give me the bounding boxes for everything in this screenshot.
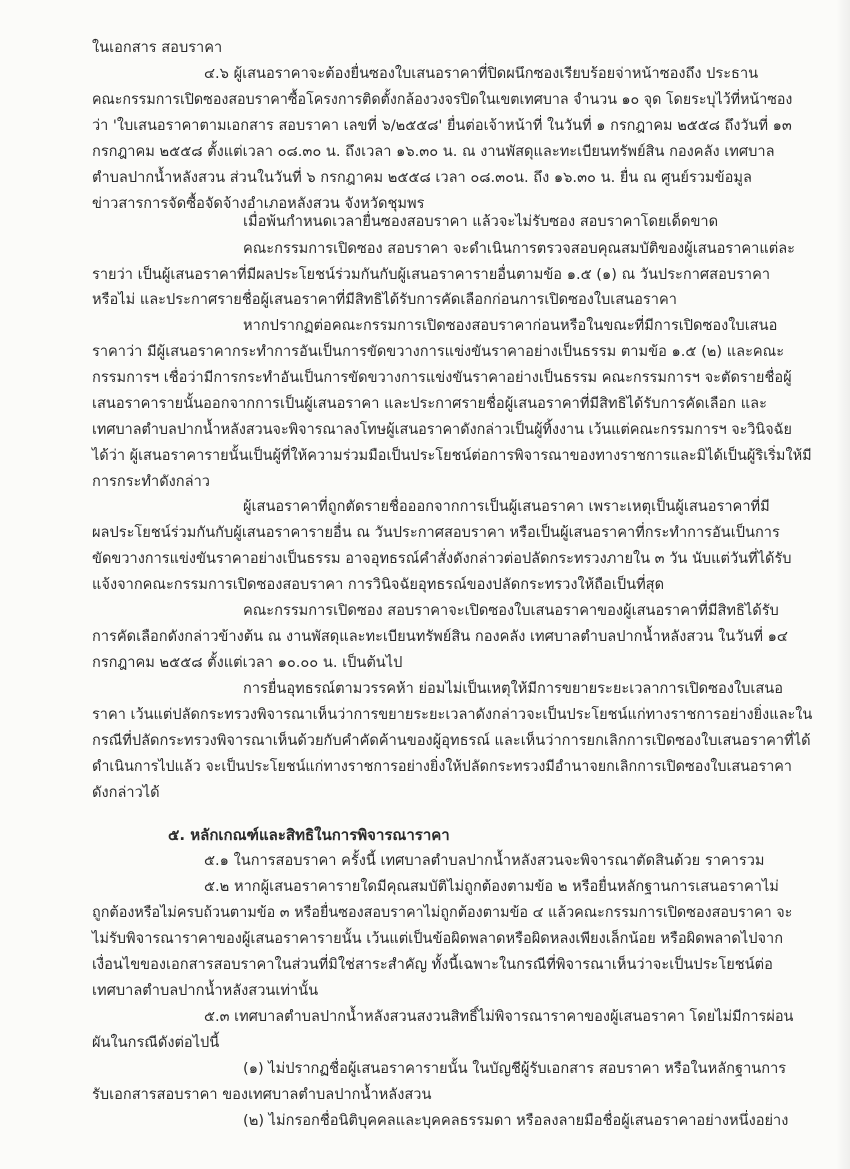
section-heading: ๕. หลักเกณฑ์และสิทธิในการพิจารณาราคา [168, 826, 450, 844]
text-line: การกระทำดังกล่าว [92, 473, 210, 490]
text-line: คณะกรรมการเปิดซองสอบราคาซื้อโครงการติดตั้งกล้องวงจรปิดในเขตเทศบาล จำนวน ๑๐ จุด โดยระบุไว้ที่หน้าซอง [92, 91, 793, 108]
text-line: ดำเนินการไปแล้ว จะเป็นประโยชน์แก่ทางราชการอย่างยิ่งให้ปลัดกระทรวงมีอำนาจยกเลิกการเปิดซองใบเสนอราคา [92, 758, 792, 775]
text-line: ไม่รับพิจารณาราคาของผู้เสนอราคารายนั้น เว้นแต่เป็นข้อผิดพลาดหรือผิดหลงเพียงเล็กน้อย หรือผิดพลาดไปจาก [92, 930, 784, 947]
text-line: ดังกล่าวได้ [92, 784, 160, 801]
text-line: ในเอกสาร สอบราคา [92, 39, 223, 56]
text-line: ถูกต้องหรือไม่ครบถ้วนตามข้อ ๓ หรือยื่นซองสอบราคาไม่ถูกต้องตามข้อ ๔ แล้วคณะกรรมการเปิดซองสอบราคา จะ [92, 904, 793, 921]
text-line: หากปรากฏต่อคณะกรรมการเปิดซองสอบราคาก่อนหรือในขณะที่มีการเปิดซองใบเสนอ [243, 317, 778, 334]
text-line: เมื่อพ้นกำหนดเวลายื่นซองสอบราคา แล้วจะไม่รับซอง สอบราคาโดยเด็ดขาด [243, 213, 719, 230]
text-line: ผู้เสนอราคาที่ถูกตัดรายชื่อออกจากการเป็นผู้เสนอราคา เพราะเหตุเป็นผู้เสนอราคาที่มี [243, 498, 770, 515]
text-line: ข่าวสารการจัดซื้อจัดจ้างอำเภอหลังสวน จังหวัดชุมพร [92, 195, 425, 212]
text-line: การคัดเลือกดังกล่าวข้างต้น ณ งานพัสดุและทะเบียนทรัพย์สิน กองคลัง เทศบาลตำบลปากน้ำหลังสวน ในวันที่ ๑๔ [92, 628, 788, 645]
text-line: คณะกรรมการเปิดซอง สอบราคาจะเปิดซองใบเสนอราคาของผู้เสนอราคาที่มีสิทธิได้รับ [243, 602, 779, 619]
text-line: หรือไม่ และประกาศรายชื่อผู้เสนอราคาที่มีสิทธิได้รับการคัดเลือกก่อนการเปิดซองใบเสนอราคา [92, 291, 677, 308]
text-line: ขัดขวางการแข่งขันราคาอย่างเป็นธรรม อาจอุทธรณ์คำสั่งดังกล่าวต่อปลัดกระทรวงภายใน ๓ วัน นับแต่วันที่ได้รับ [92, 550, 792, 567]
text-line: รายว่า เป็นผู้เสนอราคาที่มีผลประโยชน์ร่วมกันกับผู้เสนอราคารายอื่นตามข้อ ๑.๕ (๑) ณ วันประกาศสอบราคา [92, 266, 771, 283]
text-line: ราคาว่า มีผู้เสนอราคากระทำการอันเป็นการขัดขวางการแข่งขันราคาอย่างเป็นธรรม ตามข้อ ๑.๕ (๒) และคณะ [92, 343, 785, 360]
text-line: เสนอราคารายนั้นออกจากการเป็นผู้เสนอราคา และประกาศรายชื่อผู้เสนอราคาที่มีสิทธิได้รับการคัดเลือก และ [92, 395, 767, 412]
text-line: กรรมการฯ เชื่อว่ามีการกระทำอันเป็นการขัดขวางการแข่งขันราคาอย่างเป็นธรรม คณะกรรมการฯ จะตัดรายชื่อผู้ [92, 369, 792, 386]
text-line: แจ้งจากคณะกรรมการเปิดซองสอบราคา การวินิจฉัยอุทธรณ์ของปลัดกระทรวงให้ถือเป็นที่สุด [92, 576, 665, 593]
text-line: กรกฎาคม ๒๕๕๘ ตั้งแต่เวลา ๑๐.๐๐ น. เป็นต้นไป [92, 654, 403, 671]
text-line: ตำบลปากน้ำหลังสวน ส่วนในวันที่ ๖ กรกฎาคม ๒๕๕๘ เวลา ๐๘.๓๐น. ถึง ๑๖.๓๐ น. ยื่น ณ ศูนย์รวมข้อมูล [92, 169, 752, 186]
text-line: ๕.๑ ในการสอบราคา ครั้งนี้ เทศบาลตำบลปากน้ำหลังสวนจะพิจารณาตัดสินด้วย ราคารวม [204, 852, 765, 869]
text-line: กรณีที่ปลัดกระทรวงพิจารณาเห็นด้วยกับคำคัดค้านของผู้อุทธรณ์ และเห็นว่าการยกเลิกการเปิดซองใบเสนอราคาที่ได้ [92, 732, 811, 749]
text-line: เทศบาลตำบลปากน้ำหลังสวนจะพิจารณาลงโทษผู้เสนอราคาดังกล่าวเป็นผู้ทิ้งงาน เว้นแต่คณะกรรมการฯ จะวินิจฉัย [92, 421, 792, 438]
text-line: เทศบาลตำบลปากน้ำหลังสวนเท่านั้น [92, 982, 319, 999]
text-line: ๔.๖ ผู้เสนอราคาจะต้องยื่นซองใบเสนอราคาที่ปิดผนึกซองเรียบร้อยจ่าหน้าซองถึง ประธาน [204, 65, 759, 82]
text-line: ราคา เว้นแต่ปลัดกระทรวงพิจารณาเห็นว่าการขยายระยะเวลาดังกล่าวจะเป็นประโยชน์แก่ทางราชการอย่างยิ่งและใน [92, 706, 813, 723]
text-line: ว่า 'ใบเสนอราคาตามเอกสาร สอบราคา เลขที่ ๖/๒๕๕๘' ยื่นต่อเจ้าหน้าที่ ในวันที่ ๑ กรกฎาคม ๒๕๕๘ ถึงวันที่ ๑๓ [92, 117, 792, 134]
text-line: กรกฎาคม ๒๕๕๘ ตั้งแต่เวลา ๐๘.๓๐ น. ถึงเวลา ๑๖.๓๐ น. ณ งานพัสดุและทะเบียนทรัพย์สิน กองคลัง เทศบาล [92, 143, 775, 160]
text-line: ผันในกรณีดังต่อไปนี้ [92, 1034, 220, 1051]
text-line: ๕.๓ เทศบาลตำบลปากน้ำหลังสวนสงวนสิทธิ์ไม่พิจารณาราคาของผู้เสนอราคา โดยไม่มีการผ่อน [204, 1008, 794, 1025]
text-line: (๒) ไม่กรอกชื่อนิติบุคคลและบุคคลธรรมดา หรือลงลายมือชื่อผู้เสนอราคาอย่างหนึ่งอย่าง [243, 1112, 789, 1129]
text-line: ๕.๒ หากผู้เสนอราคารายใดมีคุณสมบัติไม่ถูกต้องตามข้อ ๒ หรือยื่นหลักฐานการเสนอราคาไม่ [204, 878, 779, 895]
text-line: ได้ว่า ผู้เสนอราคารายนั้นเป็นผู้ที่ให้ความร่วมมือเป็นประโยชน์ต่อการพิจารณาของทางราชการและมิได้เป็นผู้ริเริ่มให้มี [92, 447, 812, 464]
text-line: คณะกรรมการเปิดซอง สอบราคา จะดำเนินการตรวจสอบคุณสมบัติของผู้เสนอราคาแต่ละ [243, 240, 796, 257]
text-line: ผลประโยชน์ร่วมกันกับผู้เสนอราคารายอื่น ณ วันประกาศสอบราคา หรือเป็นผู้เสนอราคาที่กระทำการอันเป็นการ [92, 524, 780, 541]
page-edge-shadow [836, 0, 850, 1169]
text-line: (๑) ไม่ปรากฏชื่อผู้เสนอราคารายนั้น ในบัญชีผู้รับเอกสาร สอบราคา หรือในหลักฐานการ [243, 1060, 787, 1077]
text-line: รับเอกสารสอบราคา ของเทศบาลตำบลปากน้ำหลังสวน [92, 1086, 432, 1103]
text-line: เงื่อนไขของเอกสารสอบราคาในส่วนที่มิใช่สาระสำคัญ ทั้งนี้เฉพาะในกรณีที่พิจารณาเห็นว่าจะเป็นประโยชน์ต่อ [92, 956, 773, 973]
text-line: การยื่นอุทธรณ์ตามวรรคห้า ย่อมไม่เป็นเหตุให้มีการขยายระยะเวลาการเปิดซองใบเสนอ [243, 680, 783, 697]
